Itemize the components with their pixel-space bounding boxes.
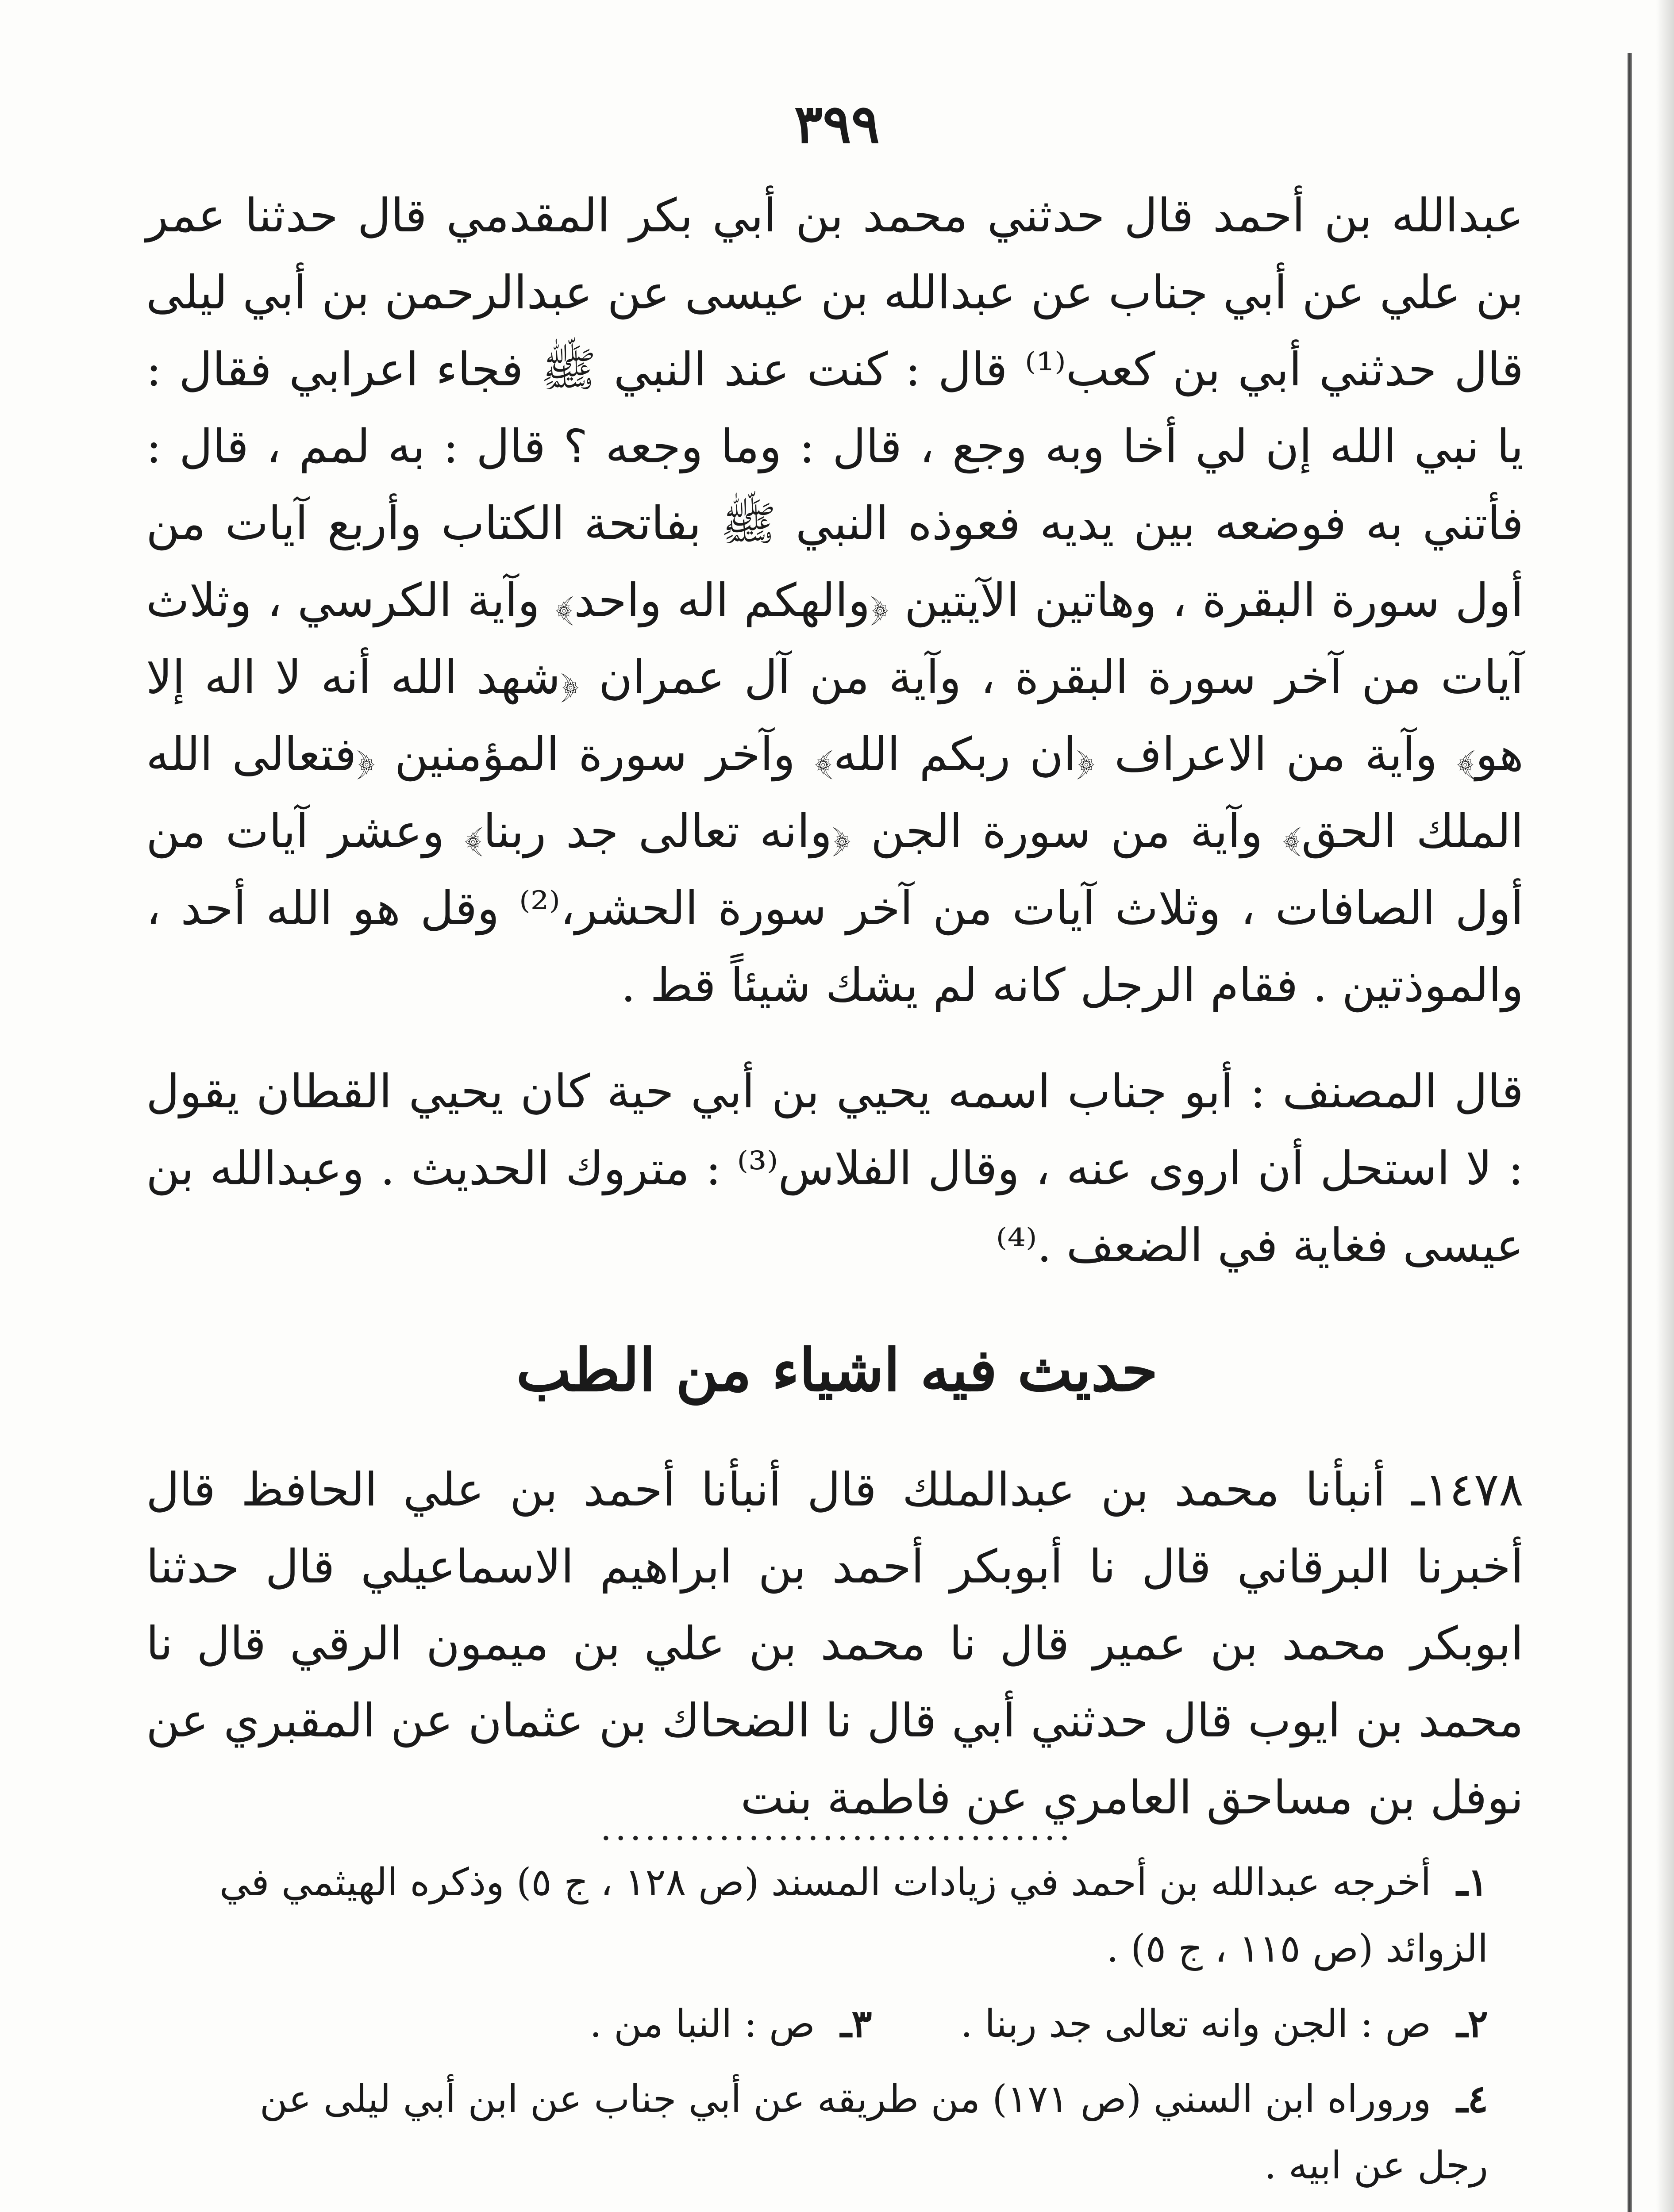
hadith-2-text: ١٤٧٨ـ أنبأنا محمد بن عبدالملك قال أنبأنا أحمد بن علي الحافظ قال أخبرنا البرقاني قال نا أبوبكر أحمد بن ابراهيم الاسماعيلي قال حدثنا ابوبكر محمد بن عمير قال نا محمد بن علي بن ميمون الرقي قال نا محمد بن ايوب قال حدثني أبي قال نا الضحاك بن عثمان عن المقبري عن نوفل بن مساحق العامري عن فاطمة بنت [146,1463,1524,1824]
footnote-4 [177,2066,1488,2199]
section-heading: حديث فيه اشياء من الطب [516,1336,1158,1405]
footnote-1-text: أخرجه عبدالله بن أحمد في زيادات المسند (ص ١٢٨ ، ج ٥) وذكره الهيثمي في الزوائد (ص ١١٥ ، ج ٥) . [219,1860,1488,1971]
footnote-2 [961,1991,1488,2057]
footnotes-section [177,1849,1488,2208]
hadith-1-text: عبدالله بن أحمد قال حدثني محمد بن أبي بكر المقدمي قال حدثنا عمر بن علي عن أبي جناب عن عبدالله بن عيسى عن عبدالرحمن بن أبي ليلى قال حدثني أبي بن كعب⁽¹⁾ قال : كنت عند النبي ﷺ فجاء اعرابي فقال : يا نبي الله إن لي أخا وبه وجع ، قال : وما وجعه ؟ قال : به لمم ، قال : فأتني به فوضعه بين يديه فعوذه النبي ﷺ بفاتحة الكتاب وأربع آيات من أول سورة البقرة ، وهاتين الآيتين ﴿والهكم اله واحد﴾ وآية الكرسي ، وثلاث آيات من آخر سورة البقرة ، وآية من آل عمران ﴿شهد الله أنه لا اله إلا هو﴾ وآية من الاعراف ﴿ان ربكم الله﴾ وآخر سورة المؤمنين ﴿فتعالى الله الملك الحق﴾ وآية من سورة الجن ﴿وانه تعالى جد ربنا﴾ وعشر آيات من أول الصافات ، وثلاث آيات من آخر سورة الحشر،⁽²⁾ وقل هو الله أحد ، والموذتين . فقام الرجل كانه لم يشك شيئاً قط . [146,188,1524,1012]
author-note-text: قال المصنف : أبو جناب اسمه يحيي بن أبي حية كان يحيي القطان يقول : لا استحل أن اروى عنه ، وقال الفلاس⁽³⁾ : متروك الحديث . وعبدالله بن عيسى فغاية في الضعف .⁽⁴⁾ [146,1064,1524,1272]
footnote-4-number: ٤ـ [1456,2077,1488,2121]
hadith-paragraph-1 [146,177,1524,1024]
footnote-3-number: ٣ـ [840,2001,872,2046]
footnote-2-text: ص : الجن وانه تعالى جد ربنا . [960,2002,1432,2046]
hadith-paragraph-2 [146,1451,1524,1836]
author-note-paragraph [146,1053,1524,1284]
page-number: ٣٩٩ [794,93,880,155]
footnote-1 [177,1849,1488,1982]
book-binding-line [1628,53,1632,2212]
footnote-separator: ................................ [600,1807,1074,1848]
footnote-3-text: ص : النبا من . [589,2002,815,2046]
footnote-1-number: ١ـ [1456,1860,1488,1905]
page-shadow-edge [1656,0,1674,2212]
footnote-3 [590,1991,872,2057]
footnote-2-number: ٢ـ [1456,2001,1488,2046]
footnote-row-2-3 [177,1991,1488,2057]
footnote-4-text: وروراه ابن السني (ص ١٧١) من طريقه عن أبي جناب عن ابن أبي ليلى عن رجل عن ابيه . [259,2077,1488,2188]
